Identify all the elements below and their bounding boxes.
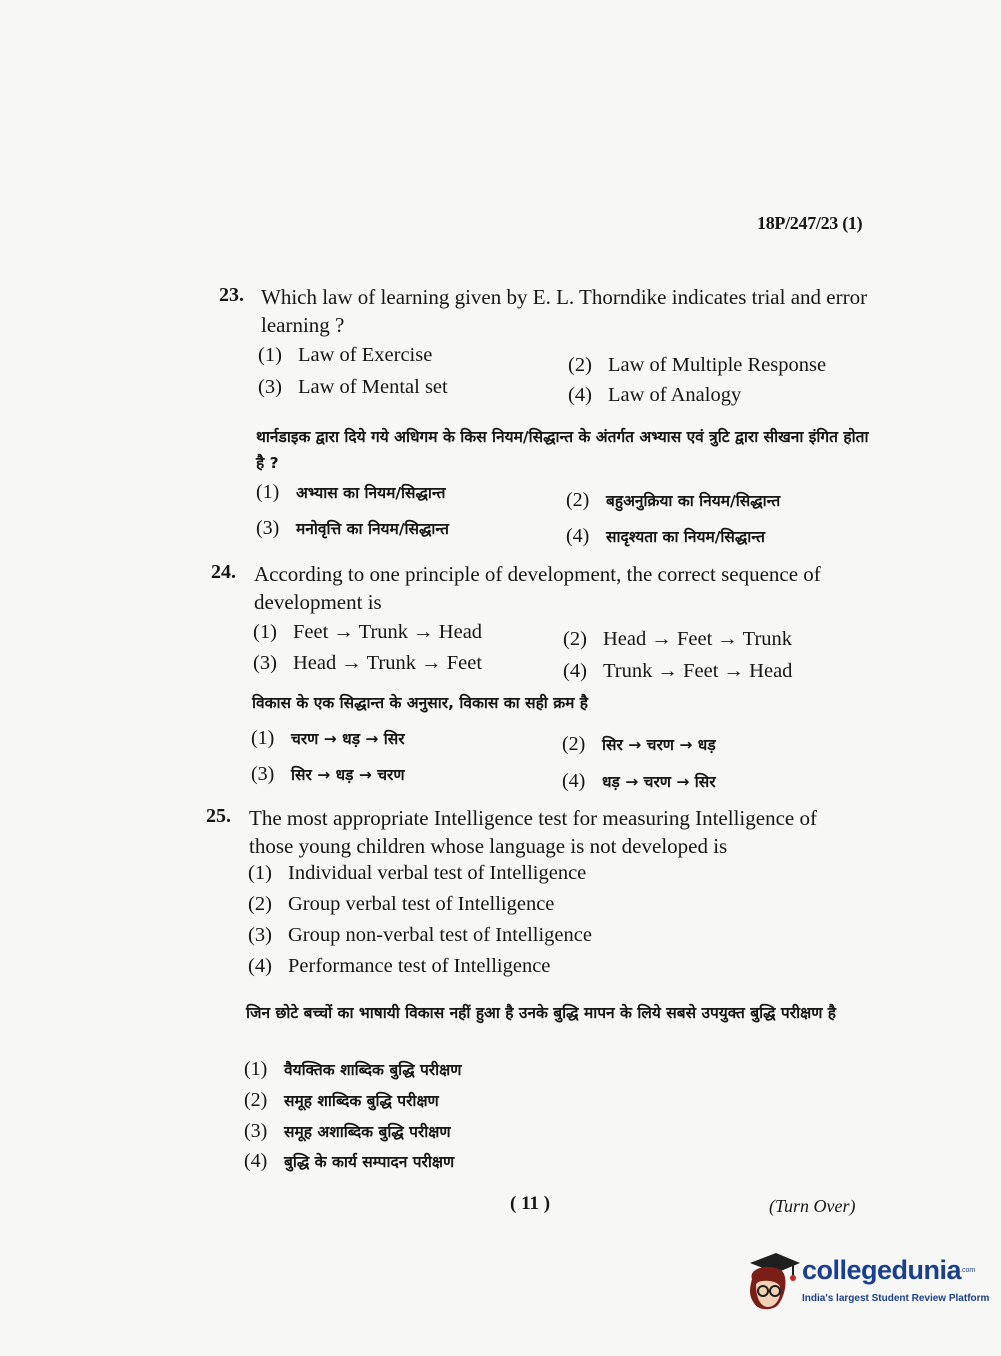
question-text-en: Which law of learning given by E. L. Thorndike indicates trial and error learning ?	[261, 285, 868, 337]
option-label: (1)	[256, 481, 280, 503]
option-label: (3)	[253, 652, 277, 674]
question-text-hi: जिन छोटे बच्चों का भाषायी विकास नहीं हुआ है उनके बुद्धि मापन के लिये सबसे उपयुक्त बुद्धि परीक्षण है	[246, 1004, 837, 1022]
option-label: (1)	[258, 344, 282, 366]
option-label: (3)	[256, 517, 280, 539]
paper-code: 18P/247/23 (1)	[757, 213, 863, 233]
option-hi-3: (3) समूह अशाब्दिक बुद्धि परीक्षण	[244, 1120, 451, 1142]
option-hi-3: (3) सिर → धड़ → चरण	[251, 763, 405, 785]
option-en-4: (4) Law of Analogy	[568, 384, 742, 406]
page-number: ( 11 )	[510, 1193, 551, 1214]
question-text-en: According to one principle of development, the correct sequence of development is	[254, 562, 821, 614]
option-hi-4: (4) बुद्धि के कार्य सम्पादन परीक्षण	[244, 1150, 455, 1172]
brand-tagline: India's largest Student Review Platform	[802, 1293, 990, 1304]
option-hi-1: (1) चरण → धड़ → सिर	[251, 727, 405, 749]
question-text-en: The most appropriate Intelligence test for measuring Intelligence of those young children whose language is not developed is	[249, 806, 817, 858]
option-label: (4)	[248, 955, 272, 977]
option-en-3: (3) Law of Mental set	[258, 376, 448, 398]
brand-name: collegedunia	[802, 1255, 962, 1285]
option-label: (2)	[568, 354, 592, 376]
question-text-hi: विकास के एक सिद्धान्त के अनुसार, विकास का सही क्रम है	[252, 694, 589, 712]
option-en-2: (2) Group verbal test of Intelligence	[248, 893, 555, 915]
option-label: (3)	[251, 763, 275, 785]
option-label: (4)	[568, 384, 592, 406]
option-label: (3)	[244, 1120, 268, 1142]
option-hi-2: (2) समूह शाब्दिक बुद्धि परीक्षण	[244, 1089, 439, 1111]
option-label: (1)	[251, 727, 275, 749]
option-label: (1)	[244, 1058, 268, 1080]
option-label: (4)	[563, 660, 587, 682]
option-label: (2)	[244, 1089, 268, 1111]
option-label: (2)	[563, 628, 587, 650]
option-en-4: (4) Trunk → Feet → Head	[563, 660, 793, 682]
brand-suffix: .com	[960, 1267, 976, 1274]
question-number: 24.	[211, 561, 236, 583]
turn-over-note: (Turn Over)	[769, 1196, 856, 1216]
option-label: (4)	[566, 525, 590, 547]
option-en-2: (2) Head → Feet → Trunk	[563, 628, 793, 650]
option-en-1: (1) Individual verbal test of Intelligence	[248, 862, 587, 884]
option-hi-2: (2) बहुअनुक्रिया का नियम/सिद्धान्त	[566, 489, 781, 511]
option-label: (1)	[248, 862, 272, 884]
question-number: 23.	[219, 284, 244, 306]
question-number: 25.	[206, 805, 231, 827]
option-label: (1)	[253, 621, 277, 643]
option-label: (2)	[248, 893, 272, 915]
option-label: (3)	[248, 924, 272, 946]
collegedunia-watermark	[742, 1249, 990, 1319]
option-en-1: (1) Law of Exercise	[258, 344, 433, 366]
option-label: (4)	[562, 770, 586, 792]
option-label: (4)	[244, 1150, 268, 1172]
option-hi-2: (2) सिर → चरण → धड़	[562, 733, 716, 755]
option-en-1: (1) Feet → Trunk → Head	[253, 621, 483, 643]
option-label: (2)	[566, 489, 590, 511]
option-hi-1: (1) अभ्यास का नियम/सिद्धान्त	[256, 481, 446, 503]
option-en-3: (3) Group non-verbal test of Intelligence	[248, 924, 592, 946]
option-label: (2)	[562, 733, 586, 755]
option-label: (3)	[258, 376, 282, 398]
option-hi-1: (1) वैयक्तिक शाब्दिक बुद्धि परीक्षण	[244, 1058, 462, 1080]
question-text-hi: थार्नडाइक द्वारा दिये गये अधिगम के किस नियम/सिद्धान्त के अंतर्गत अभ्यास एवं त्रुटि द्वारा सीखना इंगित होता है ?	[256, 428, 869, 472]
mascot-icon	[742, 1249, 800, 1313]
option-hi-3: (3) मनोवृत्ति का नियम/सिद्धान्त	[256, 517, 449, 539]
option-en-3: (3) Head → Trunk → Feet	[253, 652, 483, 674]
option-hi-4: (4) धड़ → चरण → सिर	[562, 770, 716, 792]
option-en-2: (2) Law of Multiple Response	[568, 354, 827, 376]
option-en-4: (4) Performance test of Intelligence	[248, 955, 551, 977]
option-hi-4: (4) सादृश्यता का नियम/सिद्धान्त	[566, 525, 765, 547]
